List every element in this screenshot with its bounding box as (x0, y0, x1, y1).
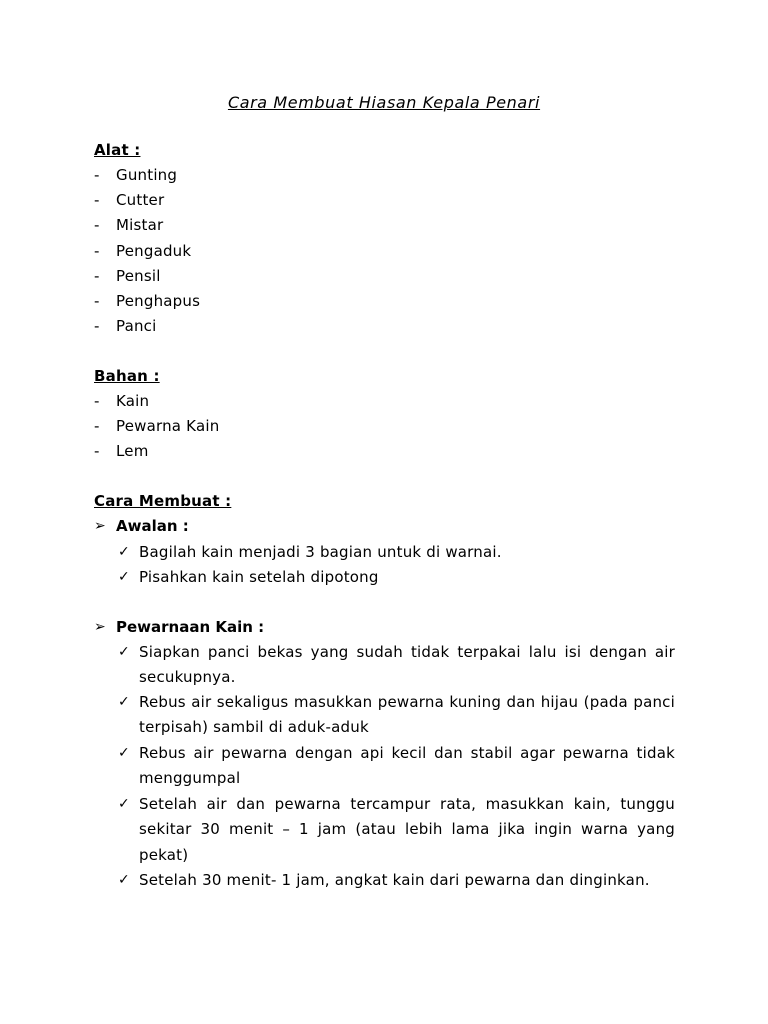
bahan-item: Lem (116, 442, 149, 460)
dash-bullet: - (94, 267, 100, 285)
dash-bullet: - (94, 317, 100, 335)
check-icon: ✓ (118, 544, 130, 560)
check-icon: ✓ (118, 694, 130, 710)
alat-item: Pensil (116, 267, 161, 285)
awalan-step: Pisahkan kain setelah dipotong (139, 568, 379, 586)
alat-item: Panci (116, 317, 157, 335)
pewarnaan-kain-heading: Pewarnaan Kain : (116, 618, 265, 636)
alat-item: Penghapus (116, 292, 201, 310)
check-icon: ✓ (118, 872, 130, 888)
bahan-item: Pewarna Kain (116, 417, 220, 435)
alat-item: Pengaduk (116, 242, 192, 260)
pewarnaan-step: Rebus air pewarna dengan api kecil dan stabil agar pewarna tidak menggumpal (139, 744, 675, 788)
dash-bullet: - (94, 442, 100, 460)
dash-bullet: - (94, 292, 100, 310)
check-icon: ✓ (118, 745, 130, 761)
alat-heading: Alat : (94, 141, 141, 159)
bahan-item: Kain (116, 392, 150, 410)
alat-item: Cutter (116, 191, 165, 209)
bahan-heading: Bahan : (94, 367, 160, 385)
pewarnaan-step: Rebus air sekaligus masukkan pewarna kuning dan hijau (pada panci terpisah) sambil di aduk-aduk (139, 693, 675, 737)
arrow-bullet-icon: ➢ (94, 518, 106, 534)
awalan-heading: Awalan : (116, 517, 189, 535)
dash-bullet: - (94, 242, 100, 260)
pewarnaan-step: Siapkan panci bekas yang sudah tidak terpakai lalu isi dengan air secukupnya. (139, 643, 675, 687)
alat-item: Gunting (116, 166, 178, 184)
awalan-step: Bagilah kain menjadi 3 bagian untuk di warnai. (139, 543, 502, 561)
alat-item: Mistar (116, 216, 164, 234)
dash-bullet: - (94, 166, 100, 184)
dash-bullet: - (94, 417, 100, 435)
check-icon: ✓ (118, 569, 130, 585)
cara-membuat-heading: Cara Membuat : (94, 492, 232, 510)
dash-bullet: - (94, 392, 100, 410)
arrow-bullet-icon: ➢ (94, 619, 106, 635)
pewarnaan-step: Setelah 30 menit- 1 jam, angkat kain dari pewarna dan dinginkan. (139, 871, 650, 889)
check-icon: ✓ (118, 644, 130, 660)
page-title: Cara Membuat Hiasan Kepala Penari (227, 93, 541, 112)
dash-bullet: - (94, 216, 100, 234)
check-icon: ✓ (118, 796, 130, 812)
dash-bullet: - (94, 191, 100, 209)
pewarnaan-step: Setelah air dan pewarna tercampur rata, masukkan kain, tunggu sekitar 30 menit – 1 jam (atau lebih lama jika ingin warna yang pekat) (139, 795, 675, 864)
